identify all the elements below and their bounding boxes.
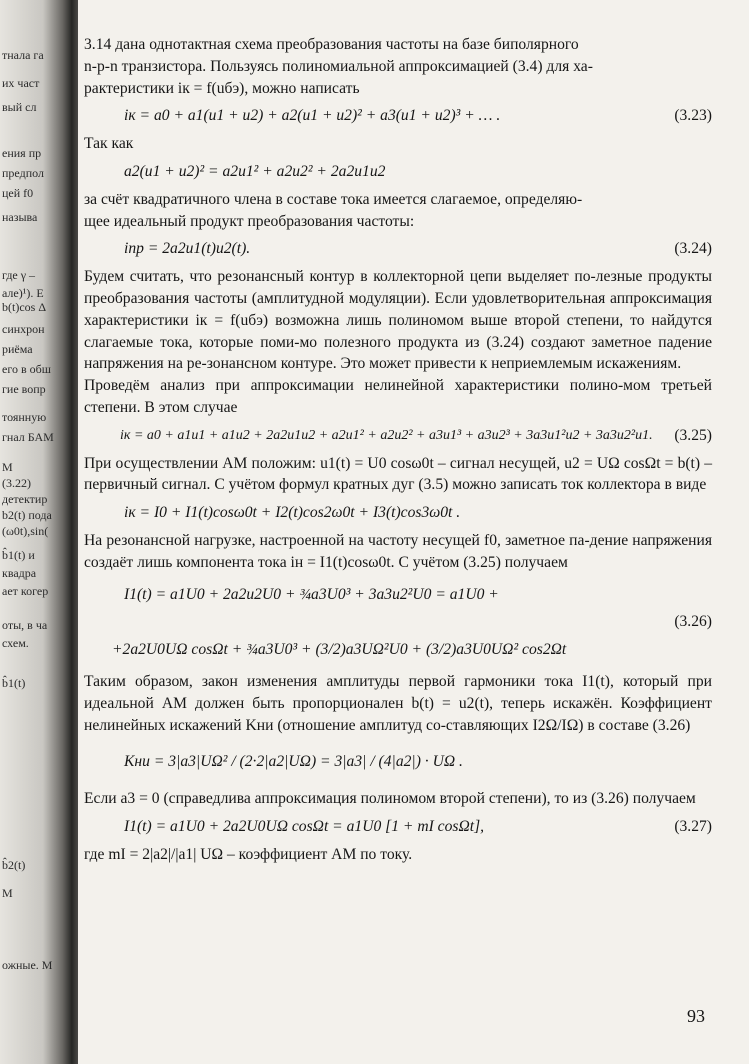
gutter-text-fragment: гие вопр <box>2 382 46 396</box>
equation-kni <box>84 742 712 782</box>
equation-3-26-number: (3.26) <box>674 613 712 631</box>
gutter-text-fragment: предпол <box>2 166 44 180</box>
equation-3-23-formula: iк = a0 + a1(u1 + u2) + a2(u1 + u2)² + a3(u1 + u2)³ + … . <box>124 107 501 125</box>
paragraph-4: Будем считать, что резонансный контур в коллекторной цепи выделяет по-лезные продукты преобразования частоты (амплитудной модуляции). Если удовлетворительная аппроксимация характеристики iк = f(uбэ) возможна лишь полиномом выше второй степени, то найдутся слагаемые тока, которые поми-мо полезного продукта из (3.24) создают заметное падение напряжения на ре-зонансном контуре. Это может привести к неприемлемым искажениям. <box>84 268 712 373</box>
gutter-text-fragment: b̂2(t) <box>2 858 26 872</box>
equation-square-expansion <box>84 161 712 183</box>
equation-3-27-formula: I1(t) = a1U0 + 2a2U0UΩ cosΩt = a1U0 [1 + mI cosΩt], <box>124 818 485 836</box>
paragraph-9: Если a3 = 0 (справедлива аппроксимация полиномом второй степени), то из (3.26) получаем <box>84 790 696 808</box>
equation-3-25-formula: iк = a0 + a1u1 + a1u2 + 2a2u1u2 + a2u1² + a2u2² + a3u1³ + a3u2³ + 3a3u1²u2 + 3a3u2²u1. <box>120 427 653 443</box>
equation-collector-current <box>84 502 712 524</box>
paragraph-1-line-1: 3.14 дана однотактная схема преобразования частоты на базе биполярного <box>84 36 579 53</box>
equation-3-26-line-1-formula: I1(t) = a1U0 + 2a2u2U0 + ¾a3U0³ + 3a3u2²U0 = a1U0 + <box>124 585 499 603</box>
gutter-text-fragment: схем. <box>2 636 29 650</box>
gutter-text-fragment: называ <box>2 210 38 224</box>
gutter-text-fragment: цей f0 <box>2 186 34 200</box>
equation-3-24-formula: iпр = 2a2u1(t)u2(t). <box>124 240 251 258</box>
gutter-text-fragment: але)¹). Е <box>2 286 44 300</box>
gutter-text-fragment: синхрон <box>2 322 45 336</box>
equation-3-23-number: (3.23) <box>674 107 712 125</box>
gutter-text-fragment: где γ – <box>2 268 36 282</box>
gutter-text-fragment: b2(t) пода <box>2 508 52 522</box>
equation-3-27 <box>84 816 712 838</box>
paragraph-3-line-2: щее идеальный продукт преобразования частоты: <box>84 212 415 230</box>
paragraph-1-line-2: n-p-n транзистора. Пользуясь полиномиальной аппроксимацией (3.4) для ха- <box>84 57 593 75</box>
gutter-text-fragment: их част <box>2 76 40 90</box>
gutter-text-fragment: b̂1(t) <box>2 676 26 690</box>
gutter-text-fragment: ает когер <box>2 584 49 598</box>
paragraph-8: Таким образом, закон изменения амплитуды первой гармоники тока I1(t), который при идеальной АМ должен быть пропорционален b(t) = u2(t), теперь искажён. Коэффициент нелинейных искажений Kни (отношение амплитуд со-ставляющих I2Ω/IΩ) в составе (3.26) <box>84 672 712 734</box>
gutter-text-fragment: b(t)cos Δ <box>2 300 47 314</box>
paragraph-7: На резонансной нагрузке, настроенной на частоту несущей f0, заметное па-дение напряжения создаёт лишь компонента тока iн = I1(t)cosω0t. С учётом (3.25) получаем <box>84 531 712 571</box>
equation-3-26-line-2-formula: +2a2U0UΩ cosΩt + ¾a3U0³ + (3/2)a3UΩ²U0 + (3/2)a3U0UΩ² cos2Ωt <box>112 641 567 659</box>
gutter-text-fragment: детектир <box>2 492 48 506</box>
equation-3-24-number: (3.24) <box>674 240 712 258</box>
equation-3-25 <box>84 425 712 447</box>
paragraph-10: где mI = 2|a2|/|a1| UΩ – коэффициент АМ по току. <box>84 845 413 863</box>
equation-3-26-line-1 <box>84 584 712 606</box>
gutter-text-fragment: оты, в ча <box>2 618 48 632</box>
page-body <box>84 34 712 866</box>
equation-square-formula: a2(u1 + u2)² = a2u1² + a2u2² + 2a2u1u2 <box>124 162 386 180</box>
gutter-text-fragment: b̂1(t) и <box>2 548 35 562</box>
equation-3-26-line-2 <box>84 639 712 661</box>
paragraph-1-line-3: рактеристики iк = f(uбэ), можно написать <box>84 79 360 97</box>
paragraph-5: Проведём анализ при аппроксимации нелинейной характеристики полино-мом третьей степени. В этом случае <box>84 377 712 416</box>
gutter-text-fragment: М <box>2 886 13 900</box>
equation-3-23 <box>84 105 712 127</box>
paragraph-3-line-1: за счёт квадратичного члена в составе тока имеется слагаемое, определяю- <box>84 190 583 208</box>
gutter-text-fragment: М <box>2 460 13 474</box>
gutter-text-fragment: риёма <box>2 342 33 356</box>
gutter-text-fragment: ожные. M <box>2 958 53 972</box>
gutter-text-fragment: ения пр <box>2 146 42 160</box>
equation-3-27-number: (3.27) <box>674 818 712 836</box>
gutter-text-fragment: вый сл <box>2 100 37 114</box>
paragraph-6: При осуществлении АМ положим: u1(t) = U0 cosω0t – сигнал несущей, u2 = UΩ cosΩt = b(t) – первичный сигнал. С учётом формул кратных дуг (3.5) можно записать ток коллектора в виде <box>84 454 712 494</box>
paragraph-2: Так как <box>84 135 134 153</box>
gutter-text-fragment: тнала га <box>2 48 44 62</box>
gutter-text-fragment: тоянную <box>2 410 47 424</box>
equation-collector-current-formula: iк = I0 + I1(t)cosω0t + I2(t)cos2ω0t + I3(t)cos3ω0t . <box>124 504 461 522</box>
equation-kni-formula: Kни = 3|a3|UΩ² / (2·2|a2|UΩ) = 3|a3| / (4|a2|) · UΩ . <box>124 753 463 771</box>
left-page-gutter <box>0 0 78 1064</box>
equation-3-25-number: (3.25) <box>674 426 712 444</box>
page-number: 93 <box>687 1006 705 1026</box>
gutter-text-fragment: квадра <box>2 566 37 580</box>
equation-3-24 <box>84 238 712 260</box>
gutter-text-fragment: его в обш <box>2 362 51 376</box>
gutter-text-fragment: (ω0t),sin( <box>2 524 49 538</box>
gutter-text-fragment: (3.22) <box>2 476 31 490</box>
gutter-text-fragment: гнал БАМ <box>2 430 54 444</box>
equation-3-26-number-row <box>84 611 712 633</box>
